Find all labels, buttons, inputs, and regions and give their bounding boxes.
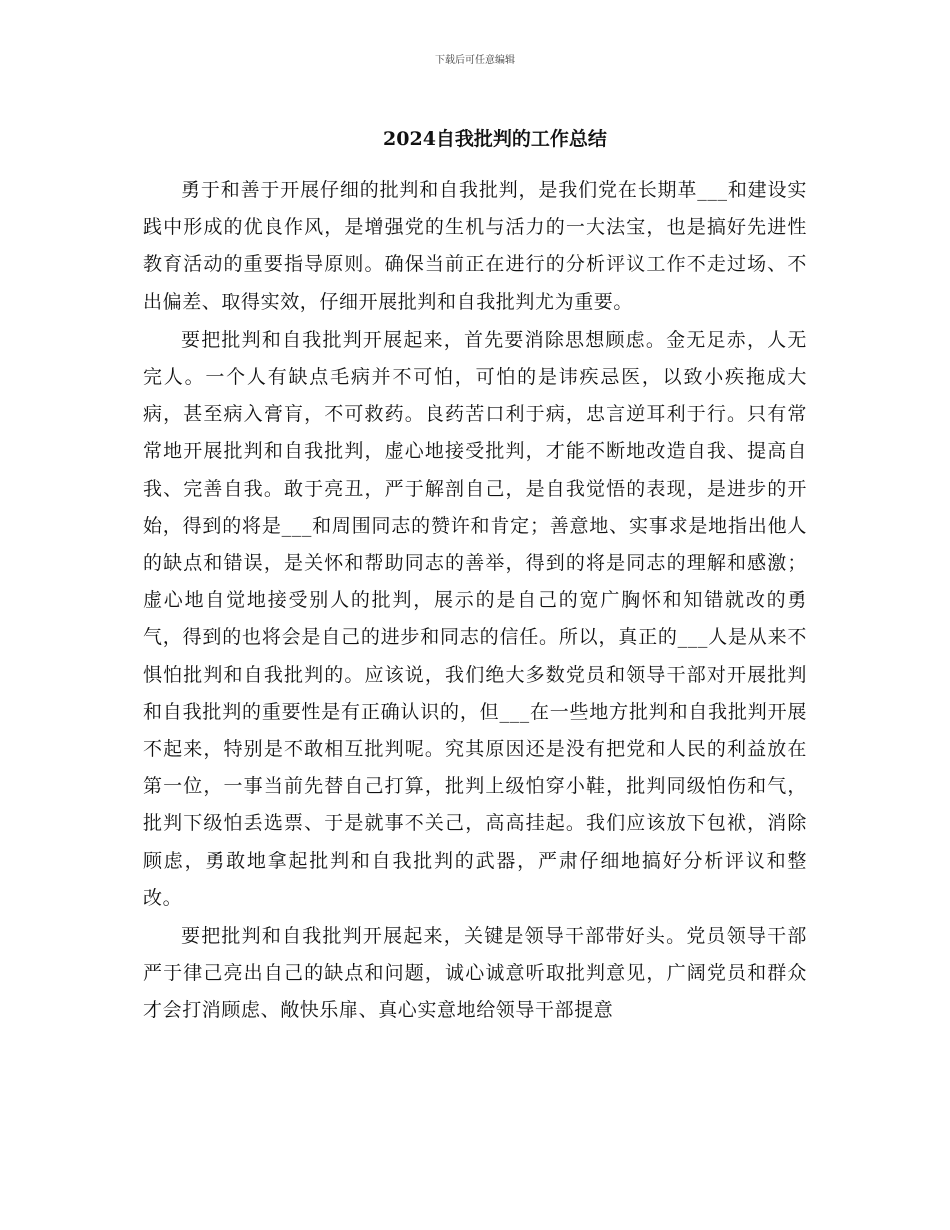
paragraph: 要把批判和自我批判开展起来，首先要消除思想顾虑。金无足赤，人无完人。一个人有缺点毛病并不可怕，可怕的是讳疾忌医，以致小疾拖成大病，甚至病入膏肓，不可救药。良药苦口利于病，忠言逆耳利于行。只有常常地开展批判和自我批判，虚心地接受批判，才能不断地改造自我、提高自我、完善自我。敢于亮丑，严于解剖自己，是自我觉悟的表现，是进步的开始，得到的将是___和周围同志的赞许和肯定；善意地、实事求是地指出他人的缺点和错误，是关怀和帮助同志的善举，得到的将是同志的理解和感激；虚心地自觉地接受别人的批判，展示的是自己的宽广胸怀和知错就改的勇气，得到的也将会是自己的进步和同志的信任。所以，真正的___人是从来不惧怕批判和自我批判的。应该说，我们绝大多数党员和领导干部对开展批判和自我批判的重要性是有正确认识的，但___在一些地方批判和自我批判开展不起来，特别是不敢相互批判呢。究其原因还是没有把党和人民的利益放在第一位，一事当前先替自己打算，批判上级怕穿小鞋，批判同级怕伤和气，批判下级怕丢选票、于是就事不关己，高高挂起。我们应该放下包袱，消除顾虑，勇敢地拿起批判和自我批判的武器，严肃仔细地搞好分析评议和整改。 bbox=[143, 328, 807, 909]
paragraph: 勇于和善于开展仔细的批判和自我批判，是我们党在长期革___和建设实践中形成的优良作风，是增强党的生机与活力的一大法宝，也是搞好先进性教育活动的重要指导原则。确保当前正在进行的分析评议工作不走过场、不出偏差、取得实效，仔细开展批判和自我批判尤为重要。 bbox=[143, 179, 807, 313]
document-body bbox=[143, 172, 807, 1031]
document-title: 2024自我批判的工作总结 bbox=[383, 128, 607, 150]
paragraph: 要把批判和自我批判开展起来，关键是领导干部带好头。党员领导干部严于律己亮出自己的缺点和问题，诚心诚意听取批判意见，广阔党员和群众才会打消顾虑、敞快乐扉、真心实意地给领导干部提意 bbox=[143, 925, 807, 1022]
header-note: 下载后可任意编辑 bbox=[435, 55, 515, 66]
